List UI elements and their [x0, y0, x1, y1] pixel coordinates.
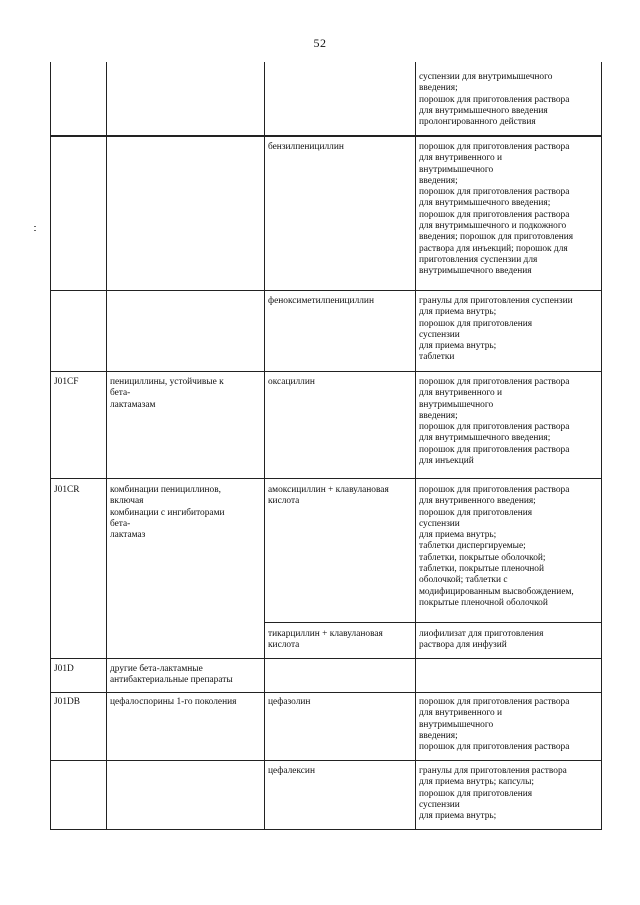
- table-cell-code: J01CF: [54, 377, 79, 387]
- table-cell-drug: оксациллин: [268, 377, 315, 387]
- column-divider-2: [264, 62, 265, 830]
- table-cell-code: J01D: [54, 664, 74, 674]
- table-cell-drug: тикарциллин + клавулановая кислота: [268, 629, 383, 651]
- page-number: 52: [313, 36, 327, 50]
- table-cell-group: другие бета-лактамные антибактериальные препараты: [110, 664, 233, 686]
- scan-mark: [34, 230, 36, 231]
- scan-mark: [34, 226, 36, 227]
- table-cell-form: гранулы для приготовления суспензии для приема внутрь; порошок для приготовления суспензии для приема внутрь; таблетки: [419, 296, 573, 363]
- table-cell-form: порошок для приготовления раствора для внутривенного и внутримышечного введения; порошок для приготовления раствора: [419, 697, 570, 753]
- row-divider-3: [50, 371, 602, 372]
- table-cell-drug: бензилпенициллин: [268, 142, 344, 152]
- drug-table: [50, 62, 602, 830]
- table-cell-form: лиофилизат для приготовления раствора для инфузий: [419, 629, 544, 651]
- table-cell-group: цефалоспорины 1-го поколения: [110, 697, 237, 707]
- table-cell-group: комбинации пенициллинов, включая комбинации с ингибиторами бета- лактамаз: [110, 485, 225, 541]
- table-cell-drug: амоксициллин + клавулановая кислота: [268, 485, 389, 507]
- column-divider-1: [106, 62, 107, 830]
- table-cell-code: J01CR: [54, 485, 80, 495]
- row-divider-5: [264, 622, 602, 623]
- table-cell-code: J01DB: [54, 697, 81, 707]
- row-divider-2: [50, 290, 602, 291]
- table-cell-drug: цефалексин: [268, 766, 315, 776]
- table-border-bottom: [50, 829, 602, 830]
- table-cell-form: порошок для приготовления раствора для внутривенного введения; порошок для приготовления суспензии для приема внутрь; таблетки диспергируемые; таблетки, покрытые оболочкой; таблетки, покрытые пленочной оболочкой; таблетки с модифицированным высвобождением, покрытые пленочной оболочкой: [419, 485, 574, 608]
- table-border-left: [50, 62, 51, 830]
- table-cell-drug: цефазолин: [268, 697, 311, 707]
- row-divider-8: [50, 760, 602, 761]
- table-cell-group: пенициллины, устойчивые к бета- лактамазам: [110, 377, 224, 410]
- table-cell-form: порошок для приготовления раствора для внутривенного и внутримышечного введения; порошок для приготовления раствора для внутримышечного введения; порошок для приготовления раствора для инъекций: [419, 377, 570, 467]
- row-divider-4: [50, 478, 602, 479]
- table-cell-form: порошок для приготовления раствора для внутривенного и внутримышечного введения; порошок для приготовления раствора для внутримышечного введения; порошок для приготовления раствора для внутримышечного и подкожного введения; порошок для приготовления раствора для инъекций; порошок для приготовления суспензии для внутримышечного введения: [419, 142, 574, 277]
- table-cell-form: гранулы для приготовления раствора для приема внутрь; капсулы; порошок для приготовления суспензии для приема внутрь;: [419, 766, 567, 822]
- row-divider-6: [50, 658, 602, 659]
- row-divider-7: [50, 692, 602, 693]
- table-cell-form: суспензии для внутримышечного введения; порошок для приготовления раствора для внутримышечного введения пролонгированного действия: [419, 72, 570, 128]
- table-cell-drug: феноксиметилпенициллин: [268, 296, 374, 306]
- row-divider-1: [50, 135, 602, 137]
